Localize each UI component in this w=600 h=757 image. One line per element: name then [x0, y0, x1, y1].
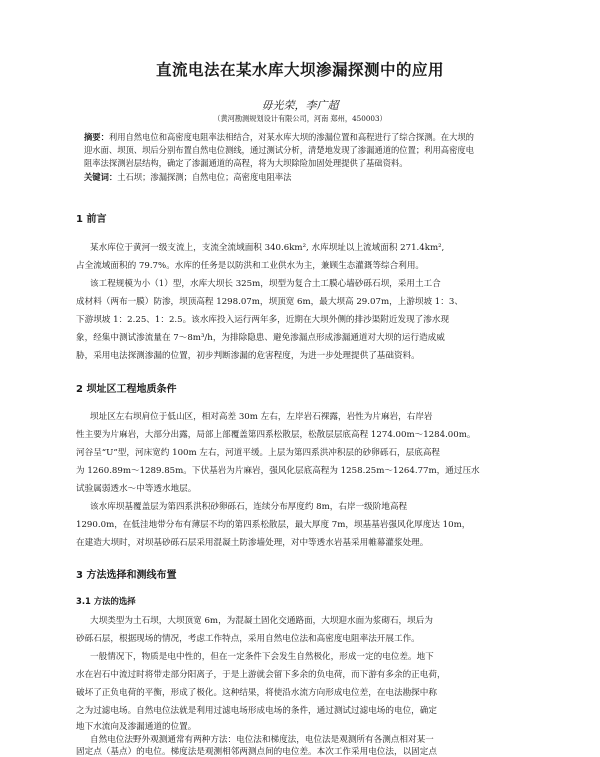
- s2-p1-line-3: 河谷呈“U”型，河床宽约 100m 左右，河道平缓。上层为第四系洪冲积层的砂卵砾石，层底高程: [76, 448, 441, 458]
- s2-p1-line-2: 性主要为片麻岩，大部分出露，局部上部覆盖第四系松散层，松散层层底高程 1274.00m～1284.00m。: [76, 430, 476, 440]
- s2-p2-line-2: 1290.0m，在低洼地带分布有薄层不均的第四系松散层，最大厚度 7m，坝基基岩强风化厚度达 10m，: [76, 520, 471, 530]
- abstract-label: 摘要：: [84, 132, 109, 142]
- s2-p1-line-5: 试验属弱透水～中等透水地层。: [76, 484, 197, 494]
- s3-p2-line-2: 水在岩石中流过时将带走部分阳离子，于是上游就会留下多余的负电荷，而下游有多余的正电荷，: [76, 670, 446, 680]
- keywords-text: 土石坝；渗漏探测；自然电位；高密度电阻率法: [117, 172, 292, 182]
- s3-p3-line-2: 固定点（基点）的电位。梯度法是观测相邻两测点间的电位差。本次工作采用电位法，以固定点: [76, 747, 437, 757]
- s3-p1-line-2: 砂砾石层，根据现场的情况，考虑工作特点，采用自然电位法和高密度电阻率法开展工作。: [76, 634, 420, 644]
- abstract-line-2: 迎水面、坝顶、坝后分别布置自然电位测线，通过测试分析，清楚地发现了渗漏通道的位置；利用高密度电: [84, 145, 474, 155]
- section-2-heading: 2 坝址区工程地质条件: [76, 384, 177, 395]
- keywords-line: [84, 171, 524, 184]
- s2-p1-line-1: 坝址区左右坝肩位于低山区，相对高差 30m 左右，左岸岩石裸露，岩性为片麻岩，右岸岩: [90, 412, 433, 422]
- abstract-line-1: [84, 131, 524, 144]
- section-1-heading: 1 前言: [76, 214, 107, 225]
- paper-affiliation: （黄河勘测规划设计有限公司，河南 郑州，450003）: [213, 114, 387, 123]
- s1-p2-line-1: 该工程规模为小（1）型，水库大坝长 325m，坝型为复合土工膜心墙砂砾石坝，采用土工合: [90, 279, 441, 289]
- s3-p2-line-4: 之为过滤电场。自然电位法就是利用过滤电场形成电场的条件，通过测试过滤电场的电位，确定: [76, 706, 437, 716]
- s2-p1-line-4: 为 1260.89m～1289.85m。下伏基岩为片麻岩，强风化层底高程为 1258.25m～1264.77m，通过压水: [76, 466, 480, 476]
- s1-p1-line-1: 某水库位于黄河一级支流上，支流全流域面积 340.6km², 水库坝址以上流域面积 271.4km²,: [90, 243, 445, 253]
- section-3-1-heading: 3.1 方法的选择: [76, 596, 136, 606]
- s3-p1-line-1: 大坝类型为土石坝，大坝顶宽 6m，为混凝土固化交通路面，大坝迎水面为浆砌石，坝后为: [90, 616, 433, 626]
- s3-p3-line-1: 自然电位法野外观测通常有两种方法：电位法和梯度法，电位法是观测所有各测点相对某一: [90, 735, 434, 745]
- abstract-text-1: 利用自然电位和高密度电阻率法相结合，对某水库大坝的渗漏位置和高程进行了综合探测。在大坝的: [108, 132, 474, 142]
- s1-p2-line-5: 胁，采用电法探测渗漏的位置，初步判断渗漏的危害程度，为进一步处理提供了基础资料。: [76, 351, 420, 361]
- s1-p2-line-3: 下游坝坡 1：2.25、1：2.5。该水库投入运行两年多，近期在大坝外侧的排沙渠附近发现了渗水现: [76, 315, 450, 325]
- paper-authors: 毋光荣，李广超: [261, 99, 339, 112]
- s1-p2-line-2: 成材料（两布一膜）防渗，坝顶高程 1298.07m，坝顶宽 6m，最大坝高 29.07m，上游坝坡 1：3、: [76, 297, 463, 307]
- paper-title: 直流电法在某水库大坝渗漏探测中的应用: [155, 61, 444, 79]
- s2-p2-line-1: 该水库坝基覆盖层为第四系洪积砂卵砾石，连续分布厚度约 8m，右岸一级阶地高程: [90, 502, 408, 512]
- abstract-line-3: 阻率法探测岩层结构，确定了渗漏通道的高程，将为大坝除险加固处理提供了基础资料。: [84, 158, 408, 168]
- s1-p2-line-4: 象，经集中测试渗流量在 7～8m³/h，为排除隐患、避免渗漏点形成渗漏通道对大坝的运行造成威: [76, 333, 445, 343]
- s3-p2-line-1: 一般情况下，物质是电中性的，但在一定条件下会发生自然极化，形成一定的电位差。地下: [90, 652, 434, 662]
- s2-p2-line-3: 在建造大坝时，对坝基砂砾石层采用混凝土防渗墙处理，对中等透水岩基采用帷幕灌浆处理。: [76, 538, 429, 548]
- s3-p2-line-5: 地下水流向及渗漏通道的位置。: [76, 722, 197, 732]
- keywords-label: 关键词：: [84, 172, 118, 182]
- s1-p1-line-2: 占全流域面积的 79.7%。水库的任务是以防洪和工业供水为主，兼顾生态灌溉等综合利用。: [76, 261, 425, 271]
- s3-p2-line-3: 破坏了正负电荷的平衡，形成了极化。这种结果，将使沿水流方向形成电位差，在电法勘探中称: [76, 688, 437, 698]
- section-3-heading: 3 方法选择和测线布置: [76, 570, 177, 581]
